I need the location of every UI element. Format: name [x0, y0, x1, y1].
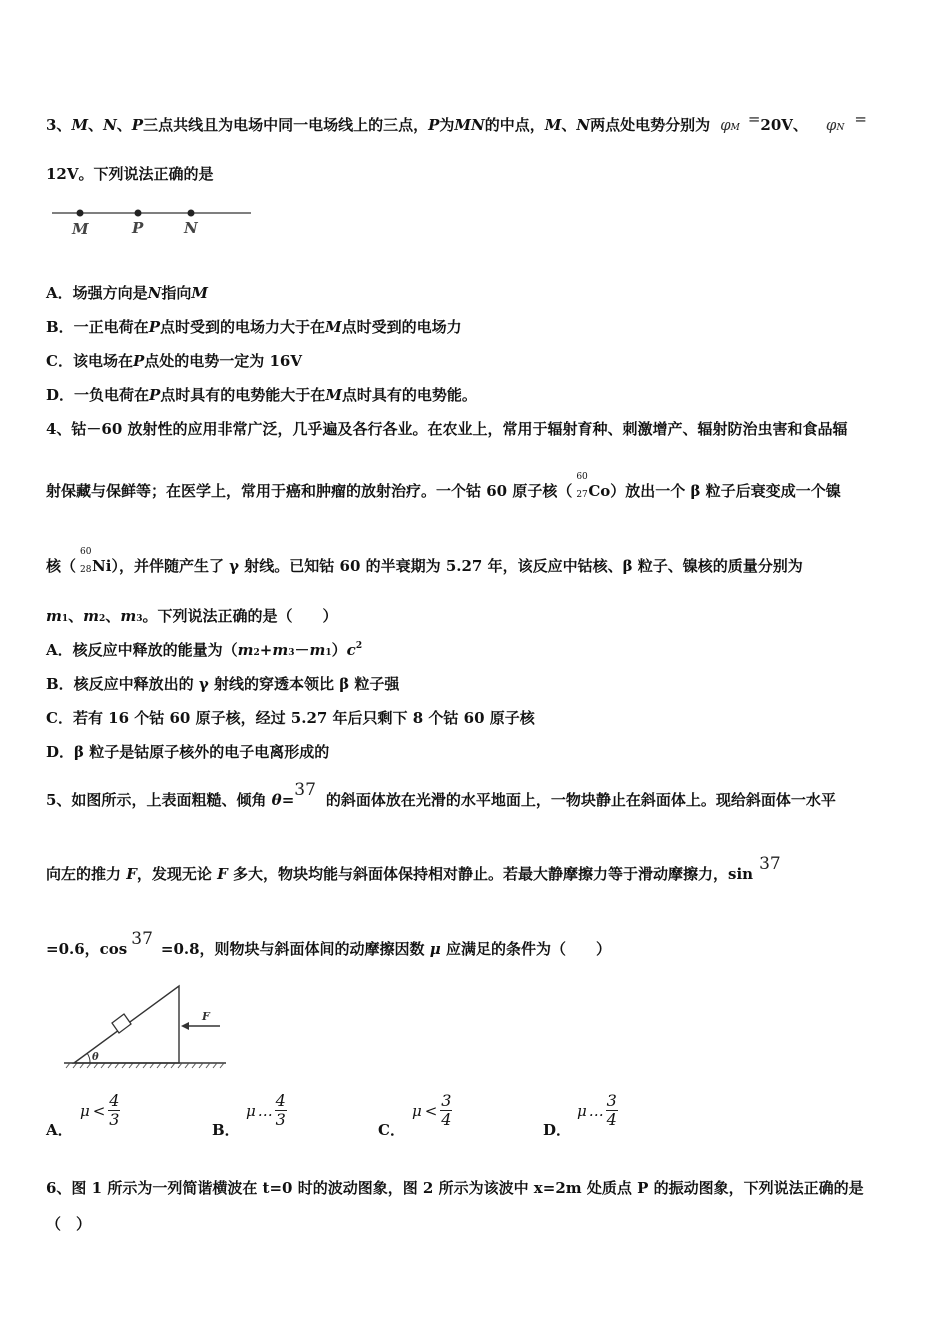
label-n: N [184, 219, 198, 237]
q5-line-1: 5、如图所示，上表面粗糙、倾角 θ=37 的斜面体放在光滑的水平地面上，一物块静止在斜面体上。现给斜面体一水平 [46, 780, 836, 809]
q3-option-b: B．一正电荷在P点时受到的电场力大于在M点时受到的电场力 [46, 318, 462, 336]
phi-m-symbol: φ [720, 116, 731, 134]
label-p: P [132, 219, 144, 237]
q3-line-2: 12V。下列说法正确的是 [46, 165, 214, 183]
cobalt-nuclide: 60 27 [576, 472, 588, 500]
fraction: $\frac{3}{4}$ [606, 1091, 617, 1129]
label-m: M [72, 220, 89, 238]
q4-option-d: D．β 粒子是钴原子核外的电子电离形成的 [46, 743, 330, 761]
angle-theta-label: θ [92, 1052, 99, 1063]
q4-line-3: 核（ 60 28 Ni），并伴随产生了 γ 射线。已知钴 60 的半衰期为 5.27 年，该反应中钴核、β 粒子、镍核的质量分别为 [46, 547, 803, 575]
fraction: $\frac{4}{3}$ [109, 1091, 120, 1129]
q4-option-b: B．核反应中释放出的 γ 射线的穿透本领比 β 粒子强 [46, 675, 400, 693]
fraction: $\frac{4}{3}$ [275, 1091, 286, 1129]
q4-line-1: 4、钴－60 放射性的应用非常广泛，几乎遍及各行各业。在农业上，常用于辐射育种、刺激增产、辐射防治虫害和食品辐 [46, 420, 848, 438]
fraction: $\frac{3}{4}$ [441, 1091, 452, 1129]
q6-line-2: （ ） [46, 1215, 92, 1233]
point-p [135, 210, 142, 217]
q3-number: 3、 [46, 116, 72, 134]
q3-option-a: A．场强方向是N指向M [46, 284, 208, 302]
force-f-label: F [202, 1010, 210, 1023]
nickel-nuclide: 60 28 [80, 547, 92, 575]
q5-line-3: =0.6，cos 37 =0.8，则物块与斜面体间的动摩擦因数 μ 应满足的条件为（ ） [46, 929, 611, 958]
ground-hatching [66, 1063, 224, 1068]
q3-option-c: C．该电场在P点处的电势一定为 16V [46, 352, 302, 370]
q5-incline-diagram [60, 980, 230, 1072]
q3-field-line-diagram [48, 200, 258, 240]
q5-line-2: 向左的推力 F，发现无论 F 多大，物块均能与斜面体保持相对静止。若最大静摩擦力等于滑动摩擦力，sin 37 [46, 854, 781, 883]
arrow-head-icon [181, 1022, 189, 1030]
q4-option-a: A．核反应中释放的能量为$(m2+m3-m1)c^2$ [46, 641, 363, 659]
point-m [77, 210, 84, 217]
q6-line-1: 6、图 1 所示为一列简谐横波在 t=0 时的波动图象，图 2 所示为该波中 x=2m 处质点 P 的振动图象，下列说法正确的是 [46, 1179, 864, 1197]
block [112, 1014, 131, 1033]
q4-option-c: C．若有 16 个钴 60 原子核，经过 5.27 年后只剩下 8 个钴 60 原子核 [46, 709, 535, 727]
point-n [188, 210, 195, 217]
q3-line-1: 3、M、N、P三点共线且为电场中同一电场线上的三点，P为MN的中点，M、N两点处电势分别为 φM =20V、 φN = [46, 110, 867, 134]
q3-option-d: D．一负电荷在P点时具有的电势能大于在M点时具有的电势能。 [46, 386, 477, 404]
q4-line-4: m1、m2、m3。下列说法正确的是（ ） [46, 607, 338, 625]
phi-n-symbol: φ [825, 116, 837, 134]
angle-arc [87, 1053, 90, 1063]
q4-line-2: 射保藏与保鲜等；在医学上，常用于癌和肿瘤的放射治疗。一个钴 60 原子核（ 60 27 Co）放出一个 β 粒子后衰变成一个镍 [46, 472, 841, 500]
